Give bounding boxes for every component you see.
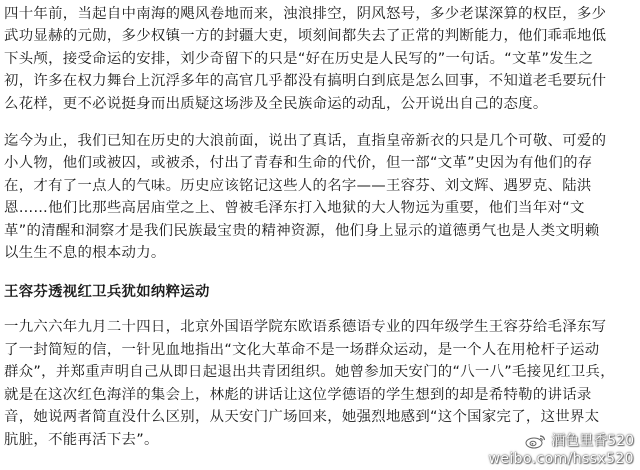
text-line: 就是在这次红色海洋的集会上，林彪的讲话让这位学德语的学生想到的却是希特勒的讲话录	[4, 386, 592, 403]
paragraph-1	[4, 3, 636, 115]
paragraph-2	[4, 130, 636, 264]
watermark-url: weibo.com/hssx520	[488, 451, 634, 467]
text-line: 革”的清醒和洞察才是我们民族最宝贵的精神资源，他们身上显示的道德勇气也是人类文明赖	[4, 222, 600, 239]
text-line: 迄今为止，我们已知在历史的大浪前面，说出了真话，直指皇帝新衣的只是几个可敬、可爱的	[4, 133, 607, 150]
text-line: 一九六六年九月二十四日，北京外国语学院东欧语系德语专业的四年级学生王容芬给毛泽东写	[4, 319, 607, 336]
text-line: 群众”，并郑重声明自己从即日起退出共青团组织。她曾参加天安门的“八一八”毛接见红卫兵，	[4, 364, 615, 381]
watermark-name: 酒色里香520	[551, 433, 634, 449]
weibo-logo-icon	[525, 433, 547, 449]
text-line: 下头颅，接受命运的安排，刘少奇留下的只是“好在历史是人民写的”一句话。“文革”发生之	[4, 50, 594, 67]
watermark	[489, 432, 635, 468]
text-line: 以生生不息的根本动力。	[4, 245, 166, 262]
text-line: 音，她说两者简直没什么区别，从天安门广场回来，她强烈地感到“这个国家完了，这世界太	[4, 409, 600, 426]
text-line: 么花样，更不必说挺身而出质疑这场涉及全民族命运的动乱，公开说出自己的态度。	[4, 95, 548, 112]
text-line: 恩……他们比那些高居庙堂之上、曾被毛泽东打入地狱的大人物远为重要，他们当年对“文	[4, 200, 585, 217]
text-line: 四十年前，当起自中南海的飓风卷地而来，浊浪排空，阴风怒号，多少老谋深算的权臣，多少	[4, 6, 607, 22]
watermark-account	[489, 432, 635, 450]
text-line: 在，才有了一点人的气味。历史应该铭记这些人的名字——王容芬、刘文辉、遇罗克、陆洪	[4, 177, 592, 194]
text-line: 小人物，他们或被囚，或被杀，付出了青春和生命的代价，但一部“文革”史因为有他们的存	[4, 155, 593, 172]
text-line: 初，许多在权力舞台上沉浮多年的高官几乎都没有搞明白到底是怎么回事，不知道老毛要玩什	[4, 73, 607, 90]
text-line: 武功显赫的元勋，多少权镇一方的封疆大吏，顷刻间都失去了正常的判断能力，他们乖乖地低	[4, 28, 607, 45]
section-heading: 王容芬透视红卫兵犹如纳粹运动	[4, 284, 210, 301]
text-line: 肮脏，不能再活下去”。	[4, 431, 159, 448]
paragraph-3	[4, 316, 636, 450]
article	[4, 3, 636, 451]
text-line: 了一封简短的信，一针见血地指出“文化大革命不是一场群众运动，是一个人在用枪杆子运动	[4, 341, 600, 358]
